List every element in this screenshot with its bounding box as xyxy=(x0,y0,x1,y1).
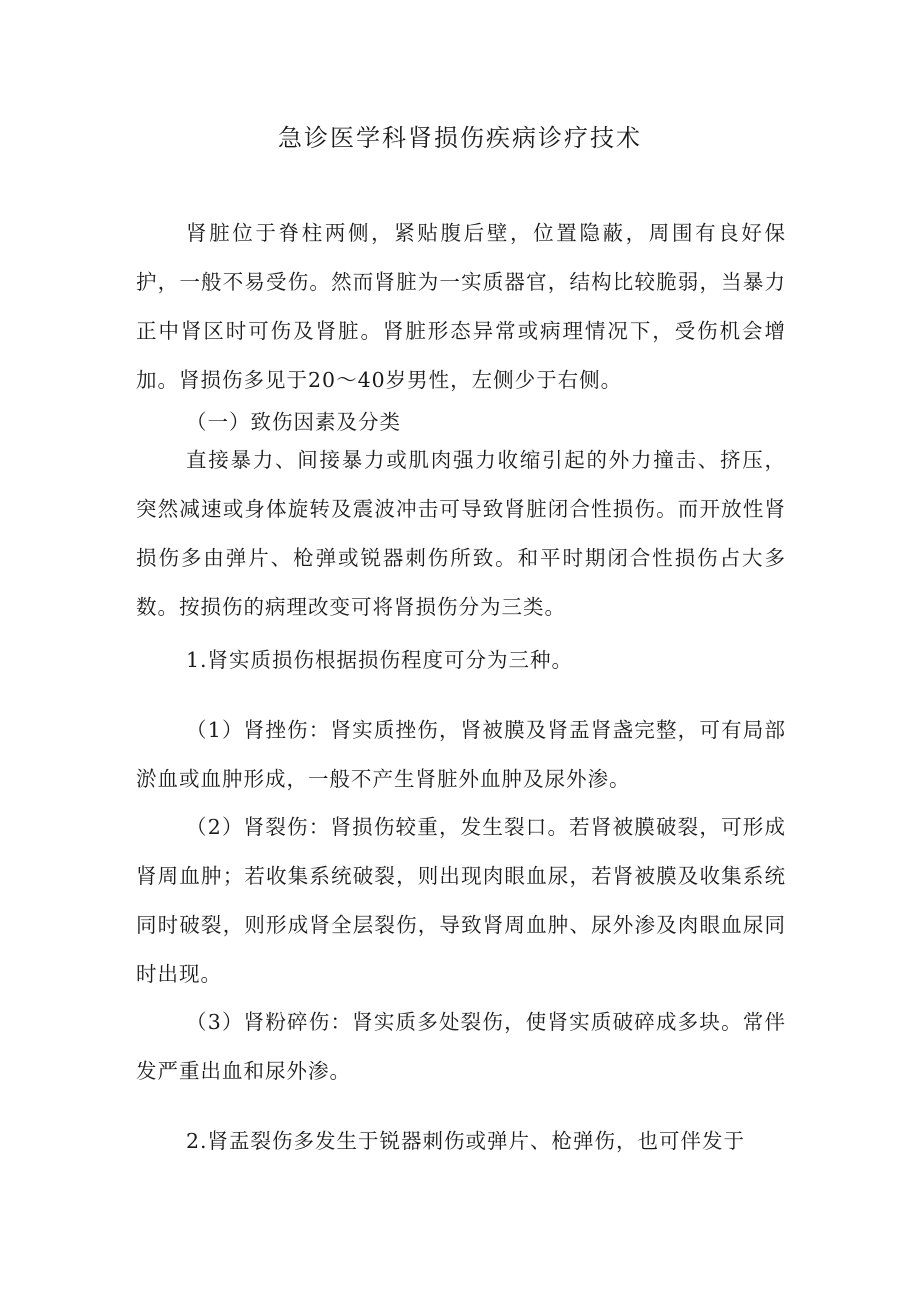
paragraph-causes: 直接暴力、间接暴力或肌肉强力收缩引起的外力撞击、挤压，突然减速或身体旋转及震波冲击可导致肾脏闭合性损伤。而开放性肾损伤多由弹片、枪弹或锐器刺伤所致。和平时期闭合性损伤占大多数。按损伤的病理改变可将肾损伤分为三类。 xyxy=(136,448,786,619)
list-item-1-2: （2）肾裂伤：肾损伤较重，发生裂口。若肾被膜破裂，可形成肾周血肿；若收集系统破裂，则出现肉眼血尿，若肾被膜及收集系统同时破裂，则形成肾全层裂伤，导致肾周血肿、尿外渗及肉眼血尿同时出现。 xyxy=(136,815,786,986)
page-title: 急诊医学科肾损伤疾病诊疗技术 xyxy=(278,124,642,152)
list-item-1: 1.肾实质损伤根据损伤程度可分为三种。 xyxy=(186,648,574,672)
section-heading-causes: （一）致伤因素及分类 xyxy=(186,410,401,434)
list-item-1-1: （1）肾挫伤：肾实质挫伤，肾被膜及肾盂肾盏完整，可有局部淤血或血肿形成，一般不产生肾脏外血肿及尿外渗。 xyxy=(136,718,786,791)
paragraph-intro: 肾脏位于脊柱两侧，紧贴腹后壁，位置隐蔽，周围有良好保护，一般不易受伤。然而肾脏为一实质器官，结构比较脆弱，当暴力正中肾区时可伤及肾脏。肾脏形态异常或病理情况下，受伤机会增加。肾损伤多见于20～40岁男性，左侧少于右侧。 xyxy=(136,221,786,392)
list-item-1-3: （3）肾粉碎伤：肾实质多处裂伤，使肾实质破碎成多块。常伴发严重出血和尿外渗。 xyxy=(136,1010,786,1083)
list-item-2: 2.肾盂裂伤多发生于锐器刺伤或弹片、枪弹伤，也可伴发于 xyxy=(186,1129,746,1153)
